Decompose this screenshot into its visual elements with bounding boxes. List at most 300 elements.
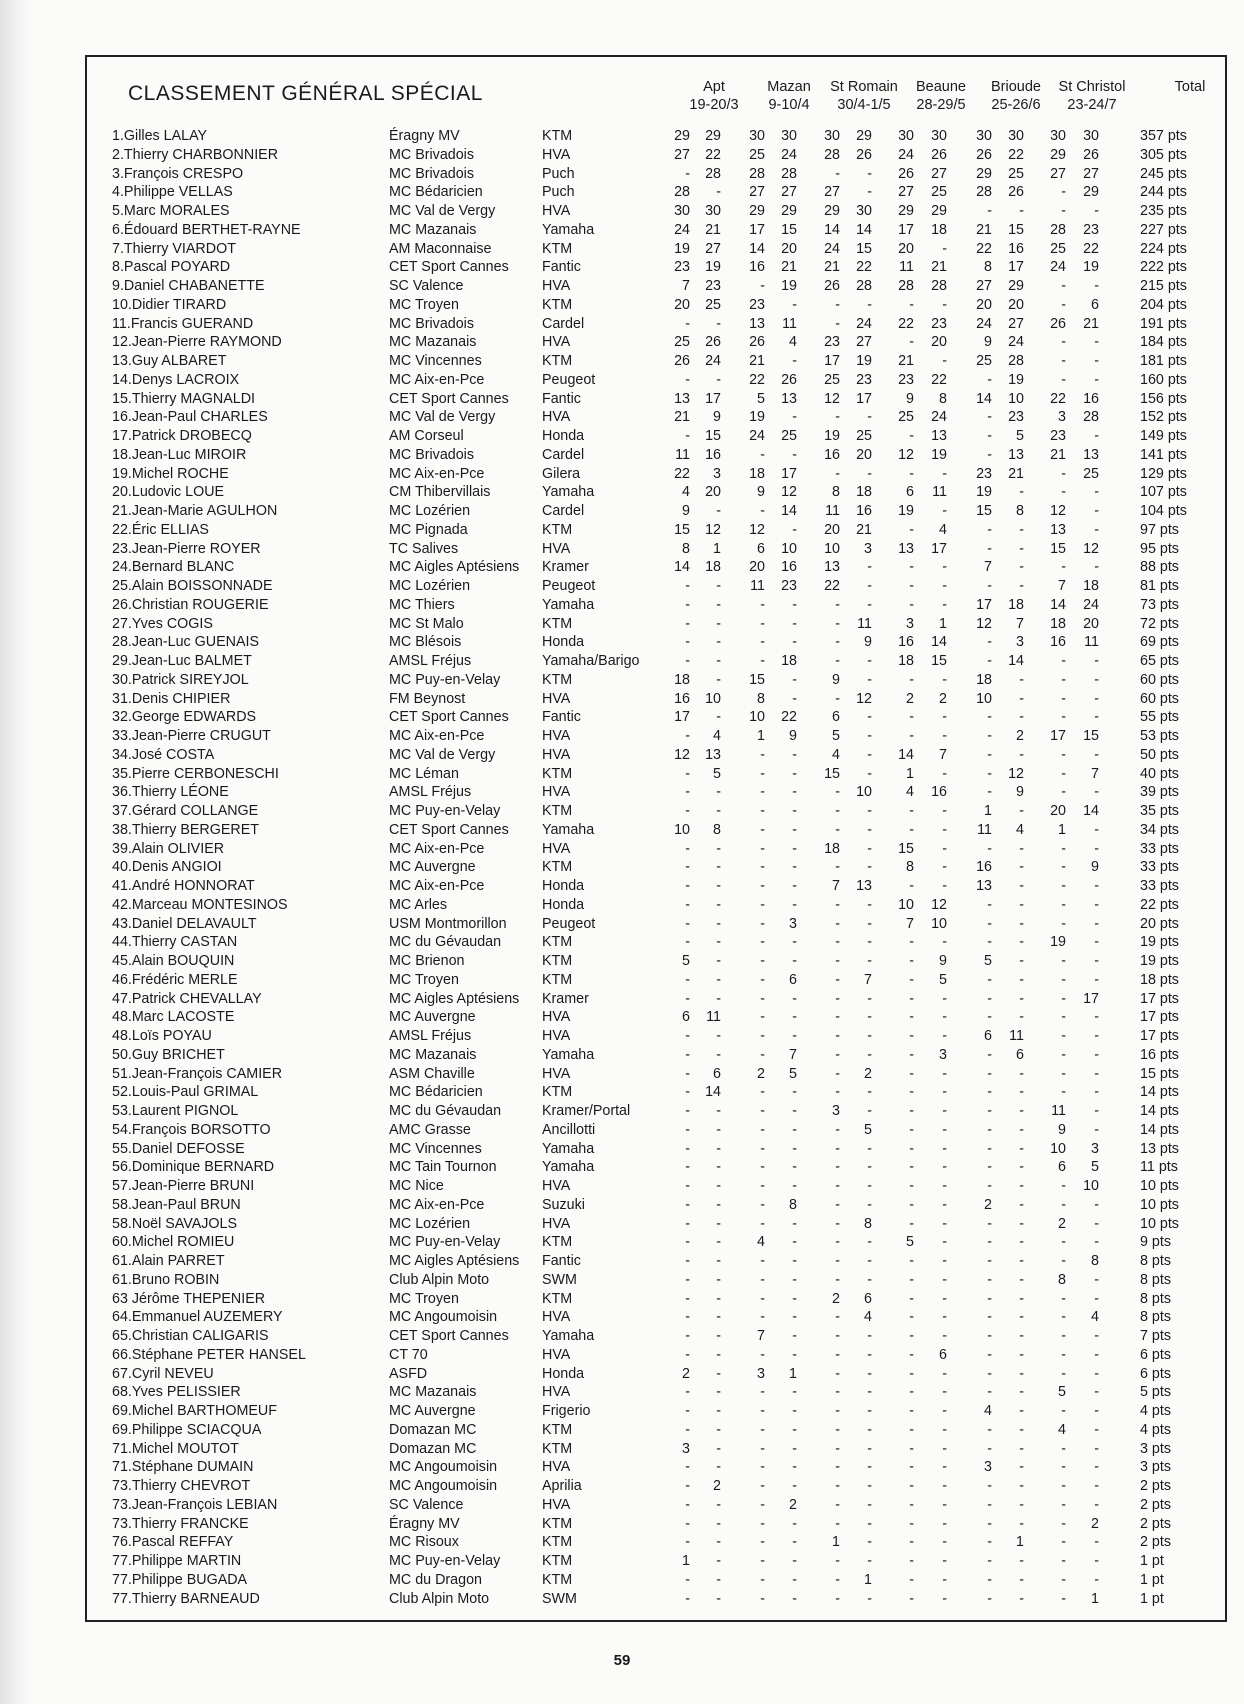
round-score: 7 (1091, 765, 1099, 782)
rider-make: HVA (542, 1065, 571, 1082)
round-score: 8 (713, 821, 721, 838)
round-score: - (867, 465, 872, 482)
round-date: 25-26/6 (991, 97, 1041, 113)
round-score: - (792, 634, 797, 651)
round-score: - (867, 1384, 872, 1401)
rider-club: MC Brivadois (389, 146, 475, 163)
round-score: - (792, 671, 797, 688)
round-score: - (716, 1440, 721, 1457)
round-score: - (942, 596, 947, 613)
round-score: 24 (1083, 596, 1099, 613)
rider-total: 33 pts (1140, 840, 1179, 857)
round-score: - (909, 1384, 914, 1401)
round-score: - (1094, 1046, 1099, 1063)
round-score: - (1019, 990, 1024, 1007)
table-row (0, 727, 1244, 746)
round-score: - (685, 1065, 690, 1082)
column-header-6 (1047, 78, 1137, 114)
round-score: - (942, 1534, 947, 1551)
round-score: 11 (932, 484, 947, 501)
round-score: - (792, 1403, 797, 1419)
rider-name: 24.Bernard BLANC (112, 559, 235, 576)
round-score: - (1019, 1084, 1024, 1101)
rider-make: Aprilia (542, 1478, 582, 1494)
rider-club: Éragny MV (389, 128, 460, 144)
round-score: 7 (1016, 615, 1024, 632)
round-score: 4 (906, 784, 914, 801)
table-row (0, 1290, 1244, 1309)
round-score: - (942, 240, 947, 257)
rider-make: KTM (542, 971, 573, 988)
rider-name: 69.Philippe SCIACQUA (112, 1421, 262, 1438)
table-row (0, 127, 1244, 146)
round-score: 27 (824, 184, 840, 201)
round-score: 25 (749, 146, 765, 163)
round-score: - (867, 1103, 872, 1119)
round-score: - (685, 1215, 690, 1232)
round-score: 27 (781, 184, 797, 201)
table-row (0, 1402, 1244, 1421)
rider-club: MC Mazanais (389, 1046, 477, 1063)
round-score: - (760, 634, 765, 651)
round-score: 24 (824, 240, 840, 257)
round-score: - (1061, 746, 1066, 763)
rider-club: CET Sport Cannes (389, 390, 509, 407)
rider-make: Yamaha (542, 1159, 595, 1176)
round-score: 30 (931, 128, 947, 144)
round-score: 26 (931, 146, 947, 163)
rider-club: MC Léman (389, 765, 459, 782)
round-score: - (909, 971, 914, 988)
rider-club: MC Risoux (389, 1534, 459, 1551)
rider-total: 222 pts (1140, 259, 1187, 276)
rider-total: 1 pt (1140, 1553, 1164, 1569)
round-score: - (792, 746, 797, 763)
round-score: 29 (1083, 184, 1099, 201)
rider-total: 19 pts (1140, 934, 1179, 951)
round-score: 30 (674, 203, 690, 219)
round-score: 17 (824, 353, 840, 369)
round-score: - (942, 1328, 947, 1344)
round-score: - (685, 615, 690, 632)
round-score: - (1019, 1384, 1024, 1401)
round-score: 13 (781, 390, 797, 407)
round-score: - (909, 1553, 914, 1569)
round-score: 17 (856, 390, 872, 407)
round-score: - (942, 1121, 947, 1138)
round-score: - (1094, 709, 1099, 726)
round-score: - (792, 1478, 797, 1494)
round-score: - (867, 653, 872, 669)
rider-club: MC Brienon (389, 953, 465, 969)
round-score: 20 (976, 296, 992, 313)
round-score: - (909, 1121, 914, 1138)
round-score: - (987, 634, 992, 651)
rider-total: 17 pts (1140, 990, 1179, 1007)
round-score: - (909, 1065, 914, 1082)
rider-club: AMSL Fréjus (389, 784, 472, 801)
round-score: 10 (856, 784, 872, 801)
round-score: - (792, 1121, 797, 1138)
round-score: - (1019, 803, 1024, 819)
round-score: - (867, 1271, 872, 1288)
round-score: - (987, 1384, 992, 1401)
round-score: 14 (976, 390, 992, 407)
round-score: - (1019, 1309, 1024, 1326)
round-score: 13 (976, 878, 992, 894)
round-score: - (835, 1121, 840, 1138)
round-score: - (760, 1590, 765, 1607)
round-score: - (716, 596, 721, 613)
rider-name: 43.Daniel DELAVAULT (112, 915, 257, 932)
round-place: Beaune (916, 79, 966, 95)
round-score: - (942, 1478, 947, 1494)
round-score: 29 (705, 128, 721, 144)
round-score: - (716, 1140, 721, 1157)
round-score: - (1094, 1346, 1099, 1363)
round-score: - (760, 1178, 765, 1194)
table-row (0, 483, 1244, 502)
round-score: 18 (1083, 578, 1099, 594)
round-score: - (1061, 1459, 1066, 1476)
round-score: 17 (931, 540, 947, 557)
rider-club: MC Aix-en-Pce (389, 1196, 485, 1213)
round-score: - (1061, 1478, 1066, 1494)
round-score: - (835, 1440, 840, 1457)
round-score: - (909, 1346, 914, 1363)
round-score: - (792, 821, 797, 838)
round-score: 24 (976, 315, 992, 332)
round-score: - (716, 1309, 721, 1326)
round-score: 1 (832, 1534, 840, 1551)
round-score: - (1094, 878, 1099, 894)
round-score: 15 (1008, 221, 1024, 238)
round-score: - (1094, 1440, 1099, 1457)
round-score: - (685, 1159, 690, 1176)
round-score: 3 (757, 1365, 765, 1382)
round-score: - (835, 1046, 840, 1063)
round-score: 23 (976, 465, 992, 482)
round-score: - (942, 1553, 947, 1569)
round-score: - (792, 1590, 797, 1607)
round-score: - (835, 1028, 840, 1044)
round-score: - (1019, 203, 1024, 219)
round-score: - (1094, 840, 1099, 857)
round-score: 25 (674, 334, 690, 351)
round-score: 30 (824, 128, 840, 144)
round-score: - (792, 1140, 797, 1157)
table-row (0, 952, 1244, 971)
rider-total: 305 pts (1140, 146, 1187, 163)
rider-total: 8 pts (1140, 1309, 1171, 1326)
round-score: 6 (757, 540, 765, 557)
round-score: - (685, 1121, 690, 1138)
round-score: - (716, 803, 721, 819)
round-score: - (1094, 784, 1099, 801)
round-score: 4 (1058, 1421, 1066, 1438)
round-score: - (760, 1459, 765, 1476)
round-score: 19 (1050, 934, 1066, 951)
round-score: 12 (856, 690, 872, 707)
round-score: 6 (1016, 1046, 1024, 1063)
round-score: 28 (931, 278, 947, 294)
round-score: 6 (713, 1065, 721, 1082)
round-score: - (1094, 1384, 1099, 1401)
round-score: - (1094, 503, 1099, 519)
rider-make: KTM (542, 521, 573, 538)
rider-name: 20.Ludovic LOUE (112, 484, 225, 501)
rider-name: 58.Jean-Paul BRUN (112, 1196, 241, 1213)
round-score: 22 (1008, 146, 1024, 163)
round-score: - (716, 1103, 721, 1119)
round-score: - (835, 1571, 840, 1588)
rider-make: Cardel (542, 315, 585, 332)
round-score: 11 (1051, 1103, 1066, 1119)
round-score: - (1094, 521, 1099, 538)
round-score: 10 (824, 540, 840, 557)
round-score: 16 (781, 559, 797, 576)
rider-club: MC Thiers (389, 596, 455, 613)
round-score: - (1061, 915, 1066, 932)
round-score: - (760, 1215, 765, 1232)
rider-name: 16.Jean-Paul CHARLES (112, 409, 268, 426)
round-score: - (760, 1534, 765, 1551)
round-score: - (942, 1103, 947, 1119)
round-score: - (685, 428, 690, 444)
round-score: - (987, 896, 992, 913)
round-score: - (685, 1346, 690, 1363)
round-score: 7 (939, 746, 947, 763)
round-score: - (909, 1009, 914, 1026)
round-score: 13 (898, 540, 914, 557)
round-score: 16 (749, 259, 765, 276)
round-score: 4 (682, 484, 690, 501)
rider-name: 77.Philippe BUGADA (112, 1571, 248, 1588)
table-row (0, 202, 1244, 221)
round-score: - (987, 653, 992, 669)
rider-club: MC Aix-en-Pce (389, 728, 485, 744)
round-score: - (987, 1440, 992, 1457)
round-score: - (716, 315, 721, 332)
round-score: - (909, 1309, 914, 1326)
rider-total: 149 pts (1140, 428, 1187, 444)
round-score: - (942, 1403, 947, 1419)
rider-make: HVA (542, 1215, 571, 1232)
rider-club: MC Brivadois (389, 165, 475, 182)
rider-club: MC St Malo (389, 615, 464, 632)
round-score: - (835, 1384, 840, 1401)
round-score: 27 (1008, 315, 1024, 332)
rider-total: 16 pts (1140, 1046, 1179, 1063)
round-score: - (987, 915, 992, 932)
rider-total: 8 pts (1140, 1271, 1171, 1288)
round-score: - (685, 1253, 690, 1269)
round-score: 14 (1050, 596, 1066, 613)
round-score: - (835, 296, 840, 313)
round-score: - (1019, 690, 1024, 707)
round-score: - (1061, 1346, 1066, 1363)
round-score: - (1061, 953, 1066, 969)
round-score: 30 (749, 128, 765, 144)
round-score: - (1019, 934, 1024, 951)
round-score: 16 (931, 784, 947, 801)
round-score: 21 (749, 353, 765, 369)
rider-name: 50.Guy BRICHET (112, 1046, 225, 1063)
rider-total: 8 pts (1140, 1290, 1171, 1307)
round-score: - (835, 596, 840, 613)
round-score: 16 (856, 503, 872, 519)
table-row (0, 1196, 1244, 1215)
round-score: 13 (674, 390, 690, 407)
table-row (0, 558, 1244, 577)
rider-name: 57.Jean-Pierre BRUNI (112, 1178, 255, 1194)
rider-name: 61.Bruno ROBIN (112, 1271, 220, 1288)
round-score: - (835, 1496, 840, 1513)
round-score: - (942, 1140, 947, 1157)
rider-club: MC Troyen (389, 971, 459, 988)
rider-make: Frigerio (542, 1403, 591, 1419)
round-score: 27 (856, 334, 872, 351)
rider-make: Honda (542, 878, 585, 894)
round-score: - (685, 596, 690, 613)
round-score: - (685, 1459, 690, 1476)
round-score: 20 (1008, 296, 1024, 313)
round-score: - (942, 503, 947, 519)
round-score: - (685, 934, 690, 951)
round-score: - (716, 615, 721, 632)
round-score: - (909, 1365, 914, 1382)
table-row (0, 1440, 1244, 1459)
round-score: 10 (781, 540, 797, 557)
rider-total: 14 pts (1140, 1084, 1179, 1101)
rider-make: Kramer (542, 990, 589, 1007)
rider-club: MC Lozérien (389, 503, 471, 519)
round-score: 13 (856, 878, 872, 894)
rider-name: 8.Pascal POYARD (112, 259, 231, 276)
round-score: - (685, 1403, 690, 1419)
round-score: - (760, 446, 765, 463)
rider-make: Yamaha (542, 1046, 595, 1063)
round-score: - (942, 1084, 947, 1101)
rider-name: 13.Guy ALBARET (112, 353, 227, 369)
rider-club: MC Aigles Aptésiens (389, 1253, 520, 1269)
rider-make: KTM (542, 1553, 573, 1569)
round-score: - (1019, 1253, 1024, 1269)
round-score: - (792, 1534, 797, 1551)
rider-make: HVA (542, 203, 571, 219)
round-score: 13 (1083, 446, 1099, 463)
round-score: 1 (713, 540, 721, 557)
round-score: - (760, 915, 765, 932)
round-score: - (987, 746, 992, 763)
round-score: - (835, 1084, 840, 1101)
rider-total: 4 pts (1140, 1421, 1171, 1438)
round-score: 1 (939, 615, 947, 632)
round-score: 2 (1016, 728, 1024, 744)
round-score: - (792, 1384, 797, 1401)
round-score: - (1094, 1121, 1099, 1138)
rider-total: 184 pts (1140, 334, 1187, 351)
rider-club: MC Mazanais (389, 1384, 477, 1401)
round-score: - (716, 784, 721, 801)
rider-make: KTM (542, 1234, 573, 1251)
round-score: - (1019, 559, 1024, 576)
round-score: 9 (1016, 784, 1024, 801)
round-score: - (909, 1403, 914, 1419)
round-score: - (942, 859, 947, 876)
round-score: - (716, 1046, 721, 1063)
round-score: - (835, 1159, 840, 1176)
rider-make: KTM (542, 128, 573, 144)
round-score: - (760, 1421, 765, 1438)
round-score: - (792, 896, 797, 913)
round-score: 12 (898, 446, 914, 463)
rider-name: 27.Yves COGIS (112, 615, 213, 632)
rider-make: HVA (542, 784, 571, 801)
round-score: - (1094, 559, 1099, 576)
round-score: - (716, 971, 721, 988)
rider-name: 17.Patrick DROBECQ (112, 428, 252, 444)
round-score: - (760, 1553, 765, 1569)
rider-club: MC Vincennes (389, 353, 482, 369)
round-score: - (1061, 353, 1066, 369)
round-score: - (760, 1046, 765, 1063)
rider-total: 13 pts (1140, 1140, 1179, 1157)
table-row (0, 1233, 1244, 1252)
round-score: - (909, 1178, 914, 1194)
table-row (0, 371, 1244, 390)
round-score: - (909, 596, 914, 613)
round-score: - (1094, 1215, 1099, 1232)
round-score: 24 (931, 409, 947, 426)
round-score: 1 (789, 1365, 797, 1382)
round-score: - (760, 653, 765, 669)
round-score: 27 (976, 278, 992, 294)
rider-name: 68.Yves PELISSIER (112, 1384, 241, 1401)
rider-club: MC Auvergne (389, 1009, 476, 1026)
round-place: St Christol (1058, 79, 1126, 95)
round-score: 7 (864, 971, 872, 988)
round-score: 1 (682, 1553, 690, 1569)
round-date: 9-10/4 (768, 97, 810, 113)
round-score: 30 (976, 128, 992, 144)
round-score: 28 (749, 165, 765, 182)
rider-make: KTM (542, 953, 573, 969)
table-row (0, 1158, 1244, 1177)
round-score: 13 (931, 428, 947, 444)
rider-club: MC Puy-en-Velay (389, 671, 501, 688)
round-score: 5 (984, 953, 992, 969)
rider-name: 55.Daniel DEFOSSE (112, 1140, 245, 1157)
round-score: - (1094, 1084, 1099, 1101)
round-score: 19 (856, 353, 872, 369)
round-score: 18 (856, 484, 872, 501)
round-score: 7 (789, 1046, 797, 1063)
round-score: 16 (976, 859, 992, 876)
round-score: - (1019, 1196, 1024, 1213)
round-score: 28 (1008, 353, 1024, 369)
round-score: - (1094, 653, 1099, 669)
round-place: Brioude (991, 79, 1041, 95)
round-score: - (909, 1421, 914, 1438)
round-score: - (835, 615, 840, 632)
rider-total: 6 pts (1140, 1346, 1171, 1363)
rider-name: 33.Jean-Pierre CRUGUT (112, 728, 271, 744)
table-row (0, 596, 1244, 615)
round-score: 14 (931, 634, 947, 651)
round-score: - (987, 540, 992, 557)
round-score: - (1061, 859, 1066, 876)
